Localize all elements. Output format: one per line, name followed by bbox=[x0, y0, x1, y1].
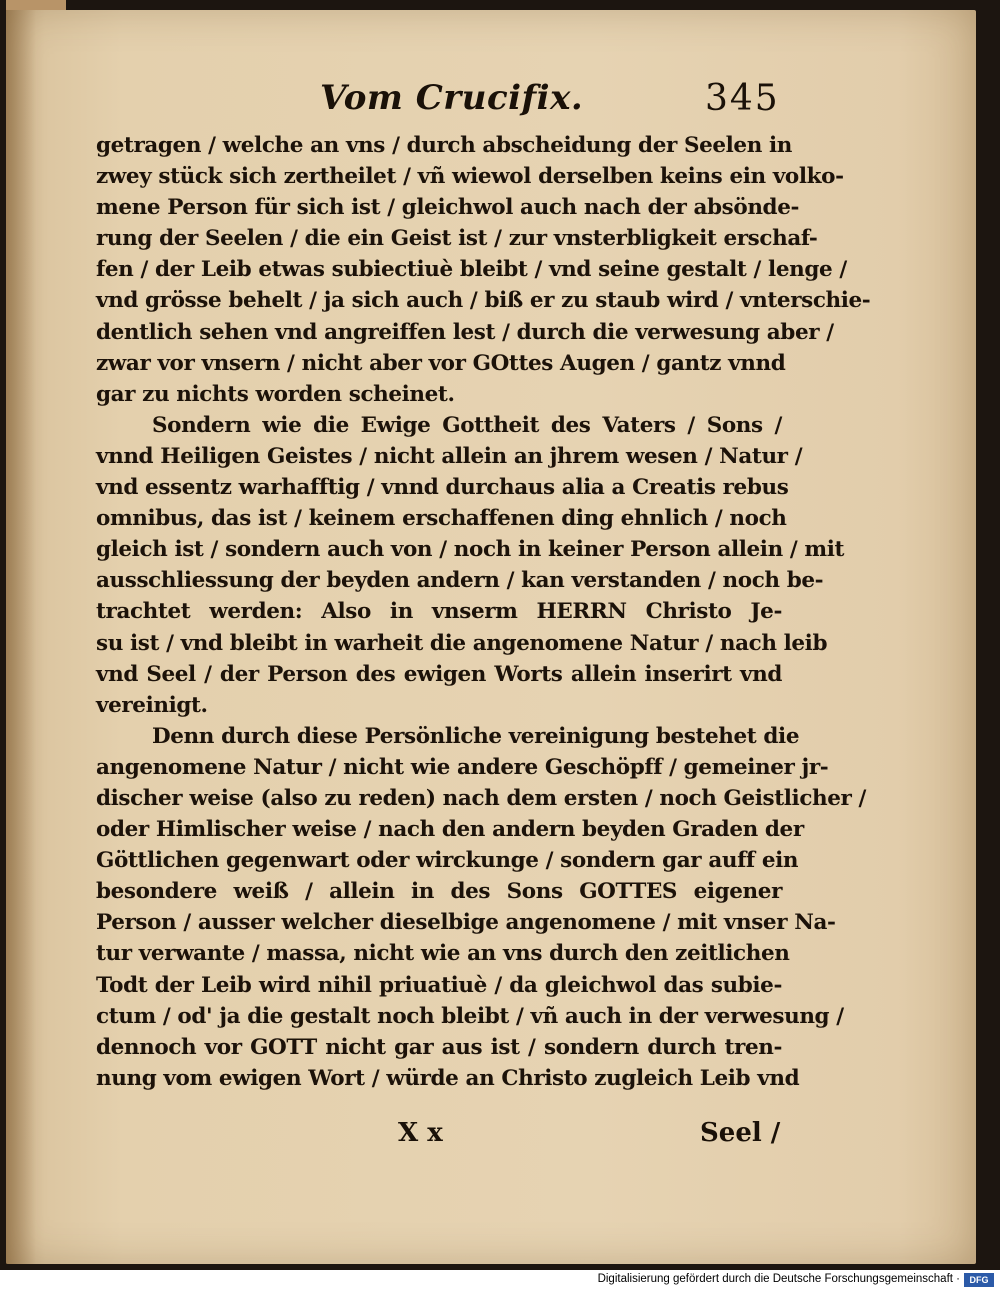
text-line: getragen / welche an vns / durch abscheidung der Seelen in bbox=[96, 133, 793, 158]
text-line: vereinigt. bbox=[96, 692, 208, 718]
page-gutter-shadow bbox=[6, 10, 36, 1264]
text-line: Göttlichen gegenwart oder wirckunge / sondern gar auff ein bbox=[96, 848, 799, 874]
signature-mark: X x bbox=[398, 1118, 443, 1148]
credit-bar bbox=[0, 1270, 1000, 1291]
text-line: ausschliessung der beyden andern / kan verstanden / noch be- bbox=[96, 568, 824, 594]
text-line: vnd grösse behelt / ja sich auch / biß er zu staub wird / vnterschie- bbox=[96, 288, 871, 314]
text-line: rung der Seelen / die ein Geist ist / zur vnsterbligkeit erschaf- bbox=[96, 226, 818, 252]
text-line: su ist / vnd bleibt in warheit die angenomene Natur / nach leib bbox=[96, 630, 828, 656]
running-head: Vom Crucifix. bbox=[320, 78, 584, 118]
text-line: dentlich sehen vnd angreiffen lest / durch die verwesung aber / bbox=[96, 319, 834, 345]
credit-text: Digitalisierung gefördert durch die Deutsche Forschungsgemeinschaft · bbox=[597, 1273, 960, 1285]
page-header bbox=[0, 72, 1000, 132]
text-line: besondere weiß / allein in des Sons GOTTES eigener bbox=[96, 879, 782, 905]
paragraph bbox=[96, 721, 866, 1094]
text-line: nung vom ewigen Wort / würde an Christo zugleich Leib vnd bbox=[96, 1065, 800, 1091]
text-line: Todt der Leib wird nihil priuatiuè / da gleichwol das subie- bbox=[96, 972, 782, 998]
text-line: ctum / od' ja die gestalt noch bleibt / vñ auch in der verwesung / bbox=[96, 1003, 844, 1029]
text-line: zwar vor vnsern / nicht aber vor GOttes Augen / gantz vnnd bbox=[96, 350, 786, 376]
text-line: vnd essentz warhafftig / vnnd durchaus alia a Creatis rebus bbox=[96, 475, 789, 501]
text-line: omnibus, das ist / keinem erschaffenen ding ehnlich / noch bbox=[96, 506, 787, 532]
text-line: zwey stück sich zertheilet / vñ wiewol derselben keins ein volko- bbox=[96, 164, 844, 190]
text-line: gleich ist / sondern auch von / noch in keiner Person allein / mit bbox=[96, 537, 845, 563]
text-line: tur verwante / massa, nicht wie an vns durch den zeitlichen bbox=[96, 941, 790, 967]
page-footer bbox=[0, 1118, 1000, 1154]
text-line: fen / der Leib etwas subiectiuè bleibt / vnd seine gestalt / lenge / bbox=[96, 257, 847, 283]
text-line: discher weise (also zu reden) nach dem ersten / noch Geistlicher / bbox=[96, 785, 866, 811]
text-line: trachtet werden: Also in vnserm HERRN Christo Je- bbox=[96, 599, 782, 625]
text-line: vnd Seel / der Person des ewigen Worts allein inserirt vnd bbox=[96, 661, 782, 687]
text-line: mene Person für sich ist / gleichwol auch nach der absönde- bbox=[96, 195, 799, 221]
paragraph bbox=[96, 130, 871, 410]
text-line: Person / ausser welcher dieselbige angenomene / mit vnser Na- bbox=[96, 910, 836, 936]
body-text bbox=[96, 130, 871, 1094]
page-number: 345 bbox=[705, 78, 780, 119]
text-line: gar zu nichts worden scheinet. bbox=[96, 381, 455, 407]
dfg-logo: DFG bbox=[964, 1273, 994, 1287]
text-line: Denn durch diese Persönliche vereinigung bestehet die bbox=[152, 723, 800, 749]
text-line: dennoch vor GOTT nicht gar aus ist / sondern durch tren- bbox=[96, 1034, 782, 1060]
paragraph bbox=[96, 410, 845, 721]
text-line: Sondern wie die Ewige Gottheit des Vaters / Sons / bbox=[152, 412, 782, 438]
text-line: oder Himlischer weise / nach den andern beyden Graden der bbox=[96, 817, 804, 843]
text-line: vnnd Heiligen Geistes / nicht allein an jhrem wesen / Natur / bbox=[96, 443, 803, 469]
catchword: Seel / bbox=[700, 1118, 781, 1148]
text-line: angenomene Natur / nicht wie andere Geschöpff / gemeiner jr- bbox=[96, 754, 829, 780]
